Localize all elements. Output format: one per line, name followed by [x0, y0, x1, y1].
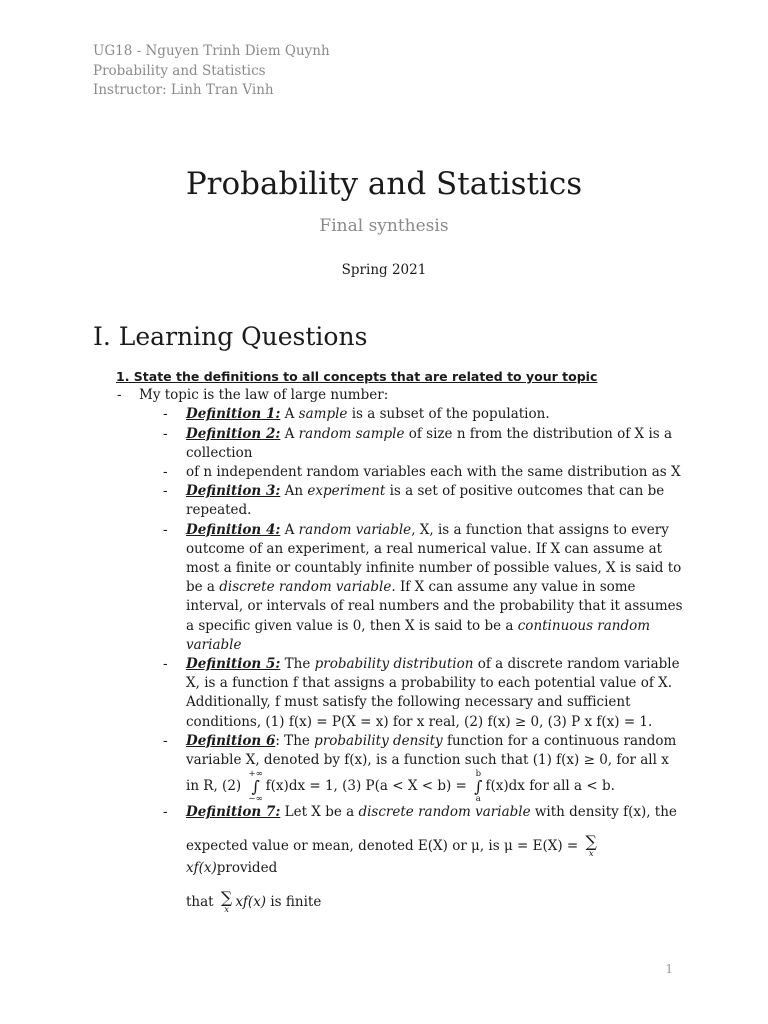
definition-text: of a discrete random variable X, is a function f that assigns a probability to each potential value of X. Additionally, f must satisfy the following necessary and sufficient conditions, (1) f(x) = P(X = x) for x real, (2) f(x) ≥ 0, (3) P x f(x) = 1. [186, 656, 680, 730]
definition-term: experiment [307, 483, 386, 500]
header-course: Probability and Statistics [93, 62, 266, 79]
definition-term: random sample [298, 425, 405, 442]
definition-term: discrete random variable [219, 579, 392, 596]
definition-5 [93, 655, 683, 732]
definition-text: expected value or mean, denoted E(X) or μ, is μ = E(X) = [186, 838, 583, 855]
definition-text: is a set of positive outcomes that can be repeated. [186, 483, 665, 519]
section-heading: I. Learning Questions [93, 322, 368, 351]
integral-upper-limit: b [475, 769, 482, 780]
summation-symbol [221, 890, 232, 915]
summation-symbol [586, 834, 597, 859]
definition-text: : The [275, 732, 315, 749]
definition-text: . If X can assume any value in some interval, or intervals of real numbers and the probability that it assumes a specific given value is 0, then X is said to be a [186, 579, 683, 634]
definition-text: A [280, 521, 299, 538]
header-author: UG18 - Nguyen Trinh Diem Quynh [93, 43, 330, 59]
integral-symbol [248, 770, 262, 803]
integral-symbol [474, 770, 482, 803]
definition-text: An [280, 483, 308, 500]
definition-term: probability distribution [314, 656, 474, 673]
definition-term: continuous random variable [186, 617, 651, 653]
integral-sign: ∫ [474, 776, 483, 796]
definition-text: The [280, 656, 315, 673]
definition-2-continued [93, 463, 683, 482]
summation-expression: xf(x) [186, 859, 217, 876]
definition-text: of n independent random variables each with the same distribution as X [186, 464, 681, 481]
definition-label: Definition 4: [186, 521, 281, 538]
integral-lower-limit: −∞ [248, 793, 263, 804]
topic-item [93, 386, 683, 405]
definition-4 [93, 521, 683, 655]
definition-text: Let X be a [280, 804, 359, 821]
document-subtitle: Final synthesis [319, 216, 449, 236]
document-date: Spring 2021 [341, 262, 427, 278]
summation-expression: xf(x) [235, 893, 267, 910]
definition-1 [93, 405, 683, 424]
definition-text: is finite [266, 893, 322, 910]
definition-text: function for a continuous random variable X, denoted by f(x), is a function such that (1) f(x) ≥ 0, for all x in R, (2) [186, 732, 677, 795]
definition-6 [93, 732, 683, 803]
document-header [93, 42, 330, 101]
definition-label: Definition 2: [186, 425, 281, 442]
definition-label: Definition 1: [186, 406, 281, 423]
integral-lower-limit: a [475, 793, 481, 804]
summation-sign: ∑ [585, 832, 597, 852]
definition-term: discrete random variable [358, 804, 531, 821]
definition-label: Definition 3: [186, 483, 281, 500]
document-title: Probability and Statistics [185, 166, 583, 202]
definition-text: f(x)dx for all a < b. [485, 778, 615, 795]
definition-text: of size n from the distribution of X is a collection [186, 425, 673, 461]
header-instructor: Instructor: Linh Tran Vinh [93, 82, 274, 98]
section-content [93, 367, 683, 915]
definition-label: Definition 7: [186, 804, 281, 821]
definition-text: A [280, 406, 299, 423]
summation-index: x [588, 849, 594, 860]
definition-text: with density f(x), the [530, 804, 677, 821]
definition-term: sample [298, 406, 348, 423]
definition-text: is a subset of the population. [347, 406, 550, 423]
question-heading: 1. State the definitions to all concepts that are related to your topic [116, 369, 598, 384]
definition-label: Definition 5: [186, 656, 281, 673]
definition-term: probability density [314, 732, 443, 749]
definition-7-expectation [93, 834, 683, 878]
definition-label: Definition 6 [186, 732, 276, 749]
definition-text: A [280, 425, 299, 442]
integral-sign: ∫ [251, 776, 260, 796]
summation-sign: ∑ [220, 888, 233, 908]
definition-7 [93, 803, 683, 822]
integral-upper-limit: +∞ [248, 769, 263, 780]
definition-text: provided [216, 859, 278, 876]
definition-text: that [186, 893, 218, 910]
definition-2 [93, 425, 683, 463]
definition-7-condition [93, 890, 683, 915]
page-number: 1 [665, 962, 673, 976]
summation-index: x [224, 905, 229, 916]
definition-text: , X, is a function that assigns to every outcome of an experiment, a real numerical value. If X can assume at most a finite or countably infinite number of possible values, X is said to be a [186, 521, 682, 596]
definition-3 [93, 482, 683, 520]
definition-text: f(x)dx = 1, (3) P(a < X < b) = [265, 778, 472, 795]
definition-term: random variable [298, 521, 412, 538]
topic-text: My topic is the law of large number: [139, 387, 389, 404]
